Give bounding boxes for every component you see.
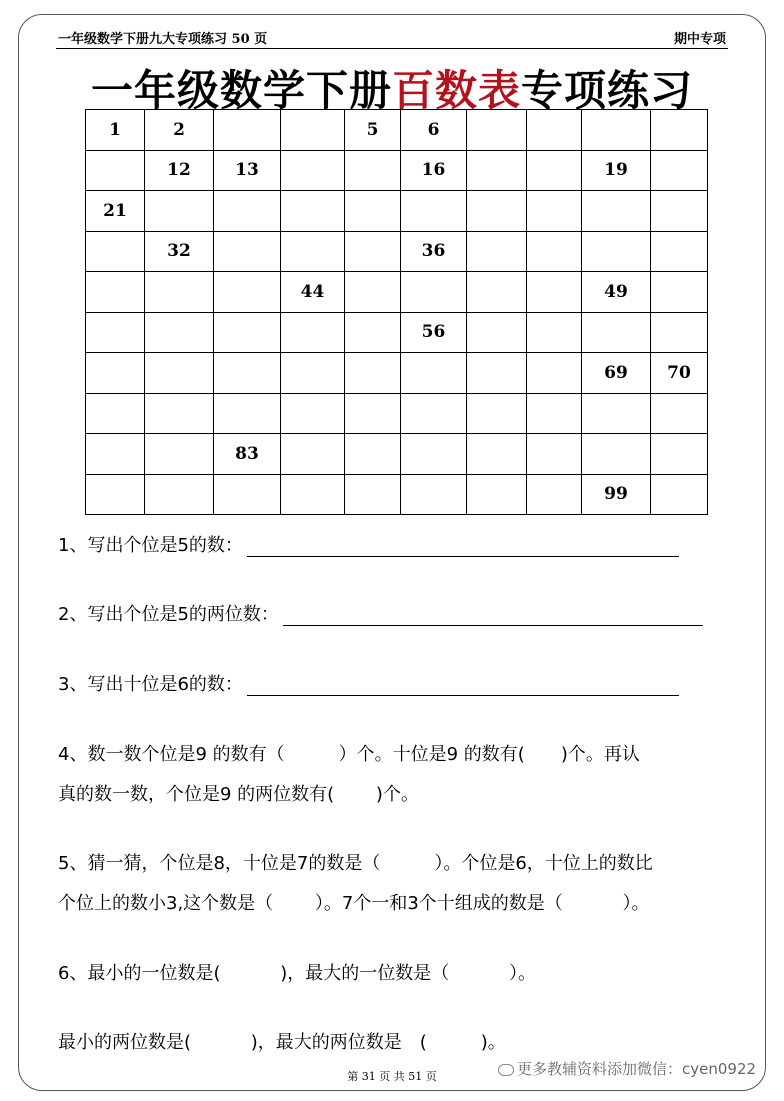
title-highlight: 百数表: [391, 66, 521, 115]
grid-cell[interactable]: [345, 231, 401, 272]
grid-cell: 6: [401, 110, 467, 151]
grid-cell[interactable]: [86, 231, 145, 272]
page-number: 第 31 页 共 51 页: [347, 1070, 437, 1083]
question-6-line-2: 最小的两位数是( )，最大的两位数是 ( )。: [58, 1032, 506, 1053]
header-divider: [56, 48, 728, 49]
grid-cell[interactable]: [467, 272, 527, 313]
grid-cell: 16: [401, 150, 467, 191]
hundred-chart: [85, 109, 708, 515]
grid-cell[interactable]: [145, 434, 214, 475]
wechat-icon: [498, 1064, 514, 1076]
grid-cell[interactable]: [401, 474, 467, 515]
grid-cell: 21: [86, 191, 145, 232]
question-4-line-2: 真的数一数，个位是9 的两位数有( )个。: [58, 784, 419, 805]
grid-cell[interactable]: [527, 110, 582, 151]
grid-cell[interactable]: [345, 434, 401, 475]
grid-cell: 12: [145, 150, 214, 191]
grid-cell: 69: [582, 353, 651, 394]
grid-cell[interactable]: [86, 312, 145, 353]
watermark-text: 更多教辅资料添加微信：cyen0922: [517, 1060, 757, 1078]
grid-cell[interactable]: [145, 353, 214, 394]
grid-row: [86, 231, 708, 272]
grid-cell[interactable]: [467, 110, 527, 151]
grid-cell[interactable]: [145, 191, 214, 232]
grid-cell[interactable]: [527, 393, 582, 434]
grid-cell[interactable]: [582, 110, 651, 151]
grid-cell[interactable]: [86, 434, 145, 475]
question-2-answer-line[interactable]: [283, 607, 703, 626]
grid-cell: 49: [582, 272, 651, 313]
grid-cell: 1: [86, 110, 145, 151]
grid-row: [86, 474, 708, 515]
grid-cell[interactable]: [527, 231, 582, 272]
grid-cell[interactable]: [214, 393, 281, 434]
grid-cell[interactable]: [145, 312, 214, 353]
grid-cell[interactable]: [467, 312, 527, 353]
question-3: [58, 670, 679, 696]
grid-cell[interactable]: [651, 272, 708, 313]
grid-cell[interactable]: [651, 312, 708, 353]
grid-cell[interactable]: [527, 272, 582, 313]
grid-cell[interactable]: [467, 231, 527, 272]
question-5-line-1: 5、猜一猜，个位是8，十位是7的数是（ ）。个位是6，十位上的数比: [58, 853, 653, 874]
question-4-line-1: 4、数一数个位是9 的数有（ ）个。十位是9 的数有( )个。再认: [58, 744, 640, 765]
grid-cell[interactable]: [401, 272, 467, 313]
grid-cell: 2: [145, 110, 214, 151]
grid-cell: 13: [214, 150, 281, 191]
grid-cell[interactable]: [527, 312, 582, 353]
grid-cell[interactable]: [651, 474, 708, 515]
grid-cell[interactable]: [582, 231, 651, 272]
grid-cell[interactable]: [214, 312, 281, 353]
grid-cell[interactable]: [527, 474, 582, 515]
grid-row: [86, 272, 708, 313]
grid-cell: 36: [401, 231, 467, 272]
grid-cell[interactable]: [345, 191, 401, 232]
grid-row: [86, 312, 708, 353]
grid-cell[interactable]: [281, 110, 345, 151]
grid-cell[interactable]: [345, 474, 401, 515]
grid-cell[interactable]: [145, 393, 214, 434]
grid-cell[interactable]: [401, 353, 467, 394]
grid-row: [86, 150, 708, 191]
grid-cell: 19: [582, 150, 651, 191]
grid-cell[interactable]: [214, 110, 281, 151]
grid-cell[interactable]: [651, 434, 708, 475]
grid-cell: 99: [582, 474, 651, 515]
question-1-text: 1、写出个位是5的数：: [58, 535, 243, 556]
watermark: [498, 1058, 756, 1079]
grid-cell[interactable]: [86, 393, 145, 434]
grid-cell[interactable]: [86, 474, 145, 515]
question-3-answer-line[interactable]: [247, 677, 679, 696]
grid-cell: 44: [281, 272, 345, 313]
grid-cell[interactable]: [345, 393, 401, 434]
grid-cell[interactable]: [86, 353, 145, 394]
grid-cell[interactable]: [281, 231, 345, 272]
grid-cell: 32: [145, 231, 214, 272]
grid-cell[interactable]: [582, 434, 651, 475]
question-6-line-1: 6、最小的一位数是( )，最大的一位数是（ ）。: [58, 963, 536, 984]
grid-cell[interactable]: [345, 312, 401, 353]
grid-cell[interactable]: [527, 353, 582, 394]
grid-cell[interactable]: [401, 434, 467, 475]
grid-cell[interactable]: [214, 272, 281, 313]
question-5-line-2: 个位上的数小3,这个数是（ ）。7个一和3个十组成的数是（ ）。: [58, 893, 650, 914]
grid-cell[interactable]: [467, 353, 527, 394]
grid-cell[interactable]: [651, 110, 708, 151]
grid-cell[interactable]: [527, 434, 582, 475]
grid-cell[interactable]: [345, 272, 401, 313]
grid-row: [86, 393, 708, 434]
grid-cell[interactable]: [214, 191, 281, 232]
question-1: [58, 531, 679, 557]
header-right: 期中专项: [673, 32, 726, 47]
question-2: [58, 600, 703, 626]
grid-cell[interactable]: [401, 393, 467, 434]
grid-cell[interactable]: [582, 191, 651, 232]
grid-cell[interactable]: [582, 312, 651, 353]
grid-cell[interactable]: [145, 474, 214, 515]
grid-cell[interactable]: [214, 474, 281, 515]
grid-cell[interactable]: [86, 272, 145, 313]
grid-cell[interactable]: [401, 191, 467, 232]
grid-cell[interactable]: [281, 393, 345, 434]
grid-cell[interactable]: [651, 231, 708, 272]
grid-cell[interactable]: [145, 272, 214, 313]
grid-cell[interactable]: [281, 474, 345, 515]
grid-cell[interactable]: [467, 434, 527, 475]
grid-cell: 83: [214, 434, 281, 475]
grid-row: [86, 434, 708, 475]
title-part1: 一年级数学下册: [90, 66, 392, 115]
grid-cell[interactable]: [651, 393, 708, 434]
question-3-text: 3、写出十位是6的数：: [58, 674, 243, 695]
grid-row: [86, 110, 708, 151]
grid-cell[interactable]: [281, 434, 345, 475]
grid-row: [86, 353, 708, 394]
grid-cell[interactable]: [527, 191, 582, 232]
grid-cell: 56: [401, 312, 467, 353]
question-1-answer-line[interactable]: [247, 538, 679, 557]
grid-cell[interactable]: [527, 150, 582, 191]
grid-cell[interactable]: [467, 191, 527, 232]
grid-cell[interactable]: [281, 191, 345, 232]
grid-row: [86, 191, 708, 232]
grid-cell[interactable]: [345, 150, 401, 191]
grid-cell[interactable]: [651, 191, 708, 232]
grid-cell[interactable]: [281, 353, 345, 394]
grid-cell[interactable]: [86, 150, 145, 191]
grid-cell[interactable]: [214, 231, 281, 272]
title-part2: 专项练习: [521, 66, 694, 115]
grid-cell: 70: [651, 353, 708, 394]
grid-cell[interactable]: [467, 474, 527, 515]
header-left: 一年级数学下册九大专项练习 50 页: [58, 32, 268, 47]
grid-cell[interactable]: [281, 150, 345, 191]
grid-cell[interactable]: [467, 393, 527, 434]
grid-cell[interactable]: [281, 312, 345, 353]
question-2-text: 2、写出个位是5的两位数：: [58, 604, 279, 625]
grid-cell[interactable]: [651, 150, 708, 191]
grid-cell: 5: [345, 110, 401, 151]
grid-cell[interactable]: [582, 393, 651, 434]
grid-cell[interactable]: [214, 353, 281, 394]
grid-cell[interactable]: [467, 150, 527, 191]
grid-cell[interactable]: [345, 353, 401, 394]
